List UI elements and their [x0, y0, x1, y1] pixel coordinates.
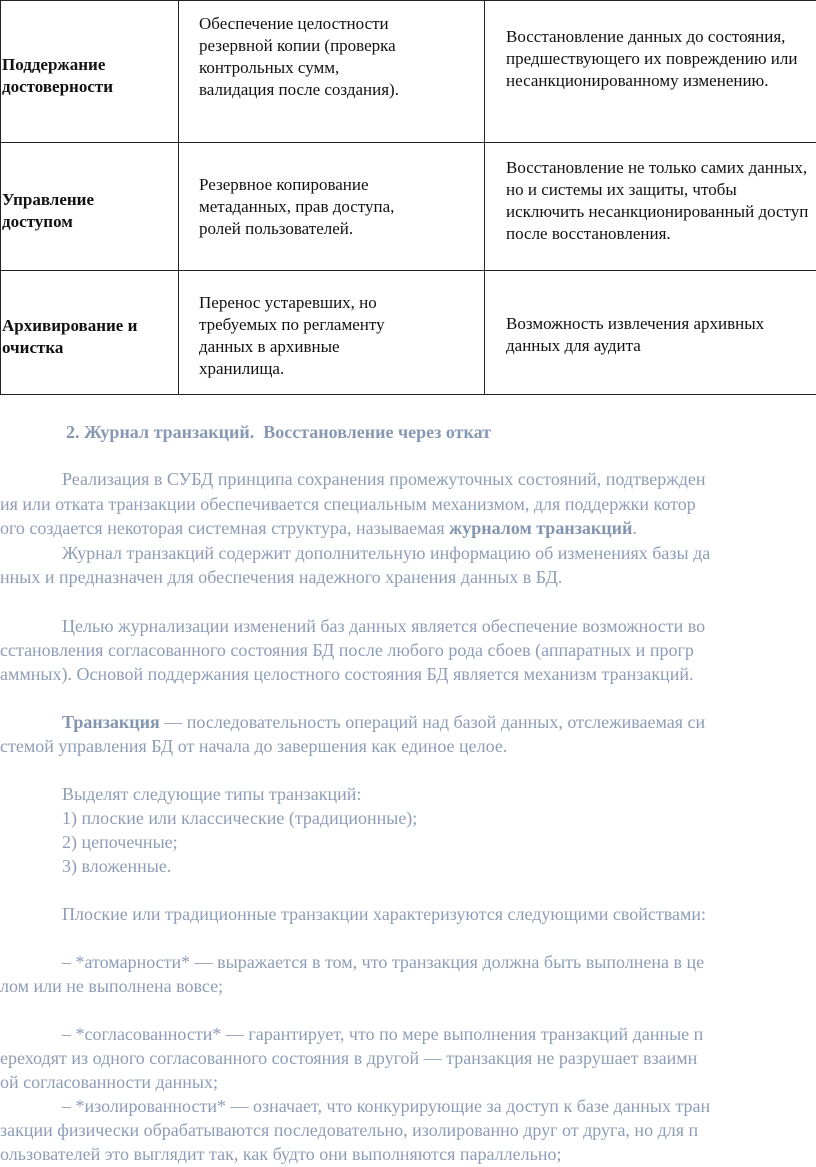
paragraph-line: – *согласованности* — гарантирует, что по мере выполнения транзакций данные п [62, 1024, 704, 1044]
paragraph-line [0, 516, 637, 540]
cell-line: исключить несанкционированный доступ [506, 202, 809, 221]
paragraph-line: лом или не выполнена вовсе; [0, 976, 224, 996]
cell-line: Управление [2, 189, 95, 209]
paragraph-line: Выделят следующие типы транзакций: [62, 784, 362, 804]
cell-line: после восстановления. [506, 224, 671, 243]
cell-line: данных в архивные [199, 336, 340, 356]
cell-line: Восстановление не только самих данных, [506, 158, 808, 177]
cell-line: Возможность извлечения архивных [506, 314, 765, 333]
paragraph-line [62, 710, 705, 734]
cell-line: Обеспечение целостности [199, 14, 389, 33]
cell-line: Резервное копирование [199, 174, 369, 194]
cell-line: требуемых по регламенту [199, 314, 385, 334]
paragraph-line: закции физически обрабатываются последовательно, изолированно друг от друга, но для п [0, 1120, 699, 1140]
list-item: 3) вложенные. [62, 856, 172, 876]
list-item: 2) цепочечные; [62, 832, 178, 852]
paragraph-line: – *изолированности* — означает, что конкурирующие за доступ к базе данных тран [62, 1096, 711, 1116]
list-item: 1) плоские или классические (традиционные); [62, 808, 418, 828]
cell-line: Перенос устаревших, но [199, 292, 377, 312]
paragraph-line: – *атомарности* — выражается в том, что транзакция должна быть выполнена в це [62, 952, 705, 972]
cell-line: несанкционированному изменению. [506, 71, 769, 90]
paragraph-line: ереходят из одного согласованного состояния в другой — транзакция не разрушает взаимн [0, 1048, 698, 1068]
cell-line: очистка [2, 337, 64, 357]
text-run: . [632, 518, 637, 538]
section-heading: 2. Журнал транзакций. Восстановление через откат [66, 422, 491, 442]
cell-line: предшествующего их повреждению или [506, 49, 798, 68]
cell-line: резервной копии (проверка [199, 36, 396, 55]
cell-line: метаданных, прав доступа, [199, 196, 395, 216]
term-journal: журналом транзакций [449, 518, 633, 538]
paragraph-line: ой согласованности данных; [0, 1072, 219, 1092]
cell-line: хранилища. [199, 358, 285, 378]
paragraph-line: Реализация в СУБД принципа сохранения промежуточных состояний, подтвержден [62, 469, 706, 489]
cell-line: доступом [2, 211, 73, 231]
cell-line: валидация после создания). [199, 80, 399, 99]
paragraph-line: ользователей это выглядит так, как будто они выполняются параллельно; [0, 1144, 562, 1164]
cell-line: Поддержание [2, 54, 106, 74]
paragraph-line: Журнал транзакций содержит дополнительную информацию об изменениях базы да [62, 543, 711, 563]
paragraph-line: Плоские или традиционные транзакции характеризуются следующими свойствами: [62, 904, 706, 924]
term-transaction: Транзакция [62, 712, 160, 732]
cell-line: достоверности [2, 76, 114, 96]
cell-line: данных для аудита [506, 336, 641, 355]
cell-line: ролей пользователей. [199, 218, 354, 238]
paragraph-line: аммных). Основой поддержания целостного состояния БД является механизм транзакций. [0, 664, 694, 684]
paragraph-line: ия или отката транзакции обеспечивается специальным механизмом, для поддержки котор [0, 494, 696, 514]
cell-line: Восстановление данных до состояния, [506, 27, 786, 46]
text-run: ого создается некоторая системная структура, называемая [0, 518, 450, 538]
cell-line: Архивирование и [2, 315, 138, 335]
cell-line: контрольных сумм, [199, 58, 340, 77]
paragraph-line: сстановления согласованного состояния БД после любого рода сбоев (аппаратных и прогр [0, 640, 694, 660]
cell-line: но и системы их защиты, чтобы [506, 180, 737, 199]
paragraph-line: стемой управления БД от начала до завершения как единое целое. [0, 736, 508, 756]
paragraph-line: нных и предназначен для обеспечения надежного хранения данных в БД. [0, 567, 563, 587]
text-run: — последовательность операций над базой данных, отслеживаемая си [159, 712, 706, 732]
paragraph-line: Целью журнализации изменений баз данных является обеспечение возможности во [62, 616, 706, 636]
